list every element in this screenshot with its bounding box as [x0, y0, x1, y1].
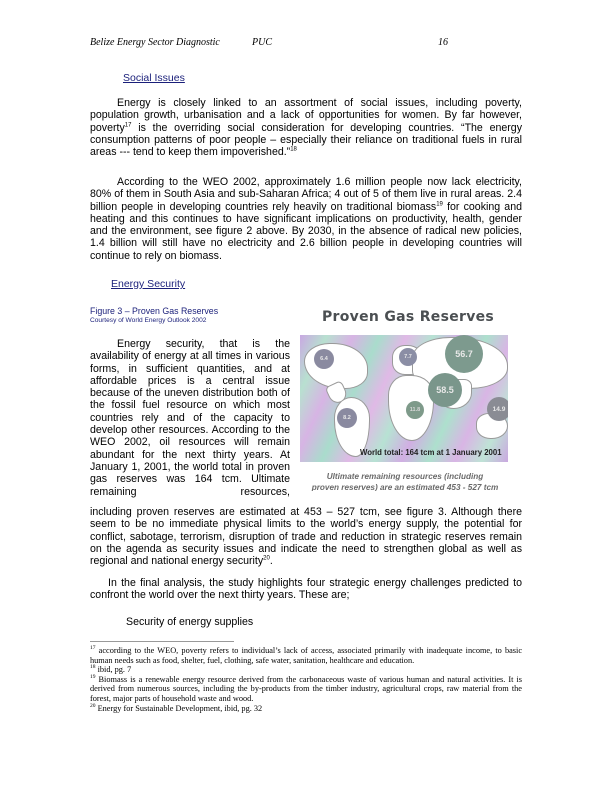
footnote-number: 17 [90, 645, 96, 652]
paragraph-text: is the overriding social consideration for developing countries. “The energy consumption patterns of poor people – especially their reliance on traditional fuels in rural areas --- tend to keep them impoverished.” [90, 121, 522, 159]
footnote-20 [90, 704, 522, 714]
paragraph-text: including proven reserves are estimated at 453 – 527 tcm, see figure 3. Although there seem to be no immediate physical limits to the world’s energy supply, the potential for conflict, sabotage, terrorism, disruption of trade and reduction in strategic reserves remain on the agenda as security issues and indicate the need to strengthen global as well as regional and national energy security [90, 506, 522, 568]
world-map-figure [300, 335, 508, 462]
paragraph-social-2 [90, 176, 522, 262]
world-total-label: World total: 164 tcm at 1 January 2001 [360, 448, 502, 457]
paragraph-final-analysis [90, 577, 522, 602]
footnote-text: Energy for Sustainable Development, ibid, pg. 32 [95, 703, 263, 713]
bubble-middle-east [428, 373, 462, 407]
bubble-former-soviet-union [445, 335, 483, 373]
bubble-value: 7.7 [404, 354, 412, 360]
running-header-org: PUC [252, 37, 272, 48]
footnote-text: Biomass is a renewable energy resource derived from the carbonaceous waste of various human and natural activities. It is derived from numerous sources, including the by-products from the timber industry, agricultural crops, raw material from the forest, major parts of household waste and wood. [90, 674, 522, 703]
bubble-value: 56.7 [455, 349, 473, 359]
figure-caption: Figure 3 – Proven Gas Reserves [90, 306, 219, 316]
footnote-ref-20[interactable]: 20 [263, 555, 270, 562]
paragraph-text: . [269, 555, 273, 568]
bubble-north-america [314, 349, 334, 369]
footnote-ref-17[interactable]: 17 [124, 122, 132, 129]
footnote-ref-18[interactable]: 18 [290, 146, 297, 153]
bubble-value: 11.8 [409, 407, 421, 413]
figure-note-line: proven reserves) are an estimated 453 - 527 tcm [311, 482, 499, 491]
running-header-title: Belize Energy Sector Diagnostic [90, 37, 220, 48]
bubble-europe [399, 348, 417, 366]
footnote-text: according to the WEO, poverty refers to individual’s lack of access, associated primarily with inadequate income, to basic human needs such as food, shelter, fuel, clothing, safe water, sanitation, healthcare and education. [90, 646, 522, 665]
footnote-text: ibid, pg. 7 [95, 665, 132, 675]
figure-note [300, 472, 510, 491]
figure-note-line: Ultimate remaining resources (including [326, 472, 484, 481]
bubble-value: 6.4 [320, 356, 328, 362]
paragraph-security-narrow [90, 338, 290, 498]
paragraph-security-wide [90, 506, 522, 567]
paragraph-text: In the final analysis, the study highlights four strategic energy challenges predicted to confront the world over the next thirty years. These are; [90, 577, 522, 602]
bubble-value: 8.2 [343, 415, 351, 421]
bubble-value: 14.9 [492, 405, 506, 413]
paragraph-text: According to the WEO 2002, approximately 1.6 million people now lack electricity, 80% of them in South Asia and sub-Saharan Africa; 4 out of 5 of them live in rural areas. 2.4 billion people in developing countries rely heavily on traditional biomass [90, 176, 522, 213]
section-heading-energy-security: Energy Security [111, 278, 186, 290]
bubble-asia-pacific [487, 397, 508, 421]
footnote-number: 20 [90, 702, 96, 709]
section-heading-social-issues: Social Issues [123, 72, 185, 84]
footnotes [90, 646, 522, 713]
bubble-africa [406, 401, 424, 419]
paragraph-text: Energy is closely linked to an assortment of social issues, including poverty, population growth, urbanisation and a lack of opportunities for women. By far however, poverty [90, 97, 522, 134]
footnote-number: 18 [90, 664, 96, 671]
page-number: 16 [438, 37, 448, 48]
footnote-number: 19 [90, 674, 96, 681]
paragraph-text: Energy security, that is the availability of energy at all times in various forms, in sufficient quantities, and at affordable prices is a central issue because of the uneven distribution both of the fossil fuel resource on which most countries rely and of the capacity to develop other resources. According to the WEO 2002, oil resources will remain abundant for the next thirty years. At January 1, 2001, the world total in proven gas reserves was 164 tcm. Ultimate remaining resources, [90, 338, 290, 498]
footnote-ref-19[interactable]: 19 [436, 201, 443, 208]
bubble-latin-america [337, 408, 357, 428]
footnote-17 [90, 646, 522, 665]
footnote-separator [90, 641, 234, 642]
paragraph-text: for cooking and heating and this continues to have significant implications on productivity, health, gender and the environment, see figure 2 above. By 2030, in the absence of radical new policies, 1.4 billion will still have no electricity and 2.6 billion people in developing countries will continue to rely on biomass. [90, 200, 522, 262]
figure-credit: Courtesy of World Energy Outlook 2002 [90, 317, 207, 324]
figure-title: Proven Gas Reserves [322, 309, 495, 325]
bubble-value: 58.5 [436, 385, 454, 395]
list-item-security-of-supplies: Security of energy supplies [126, 616, 254, 628]
footnote-19 [90, 675, 522, 704]
footnote-18 [90, 665, 522, 675]
paragraph-social-1 [90, 97, 522, 158]
